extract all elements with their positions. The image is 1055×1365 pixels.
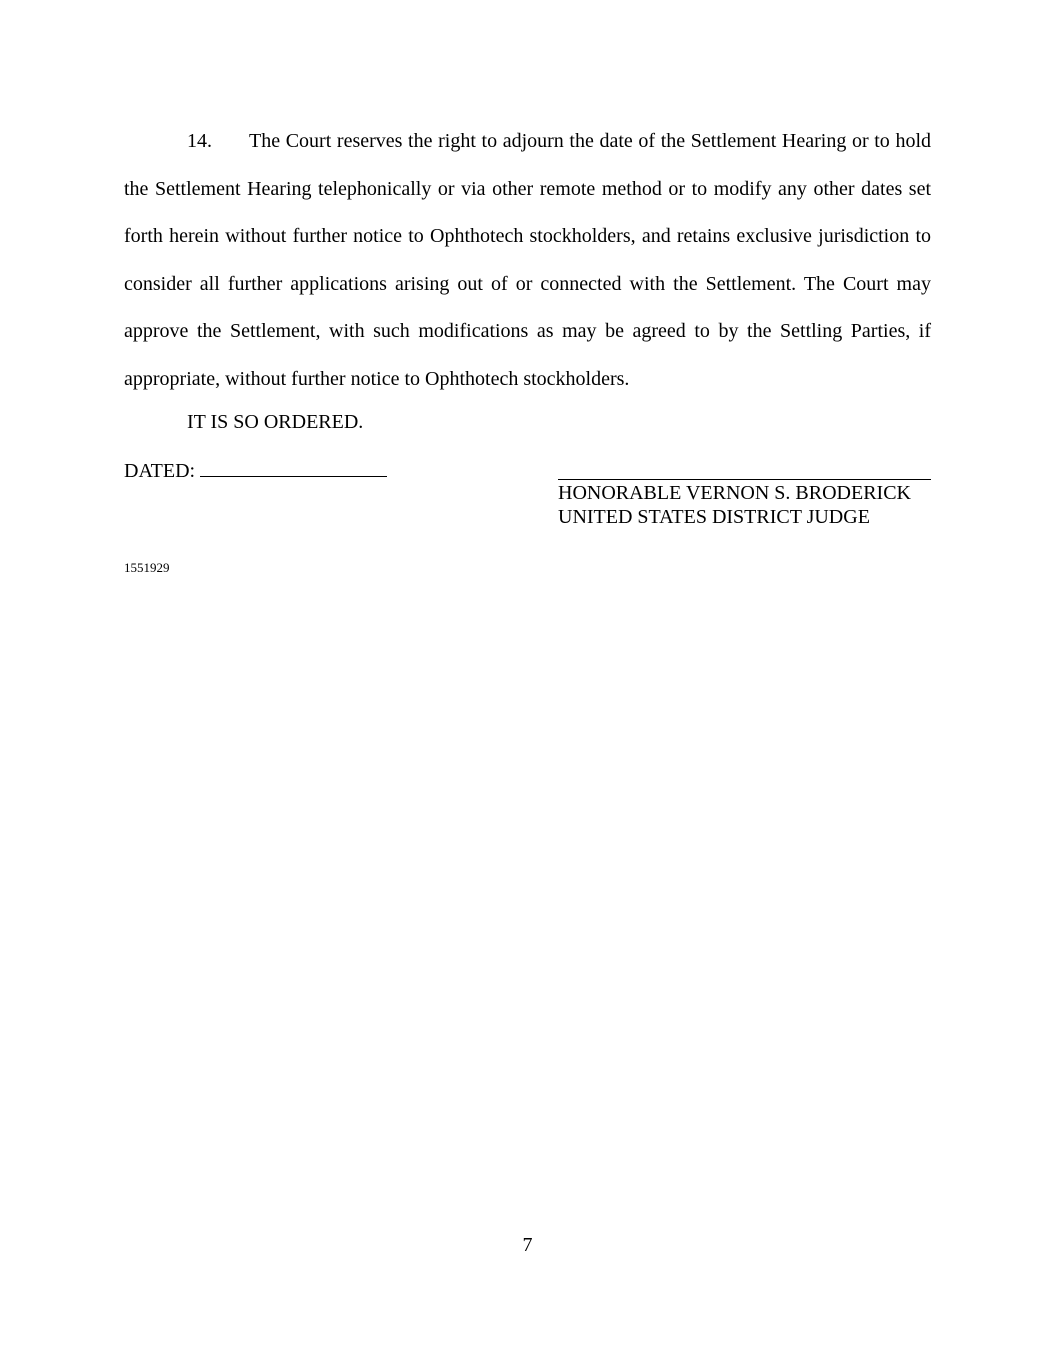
paragraph-number: 14. <box>187 130 212 152</box>
dated-label: DATED: <box>124 460 196 482</box>
page-number: 7 <box>522 1234 533 1256</box>
judge-title: UNITED STATES DISTRICT JUDGE <box>558 506 870 528</box>
paragraph-text: The Court reserves the right to adjourn the date of the Settlement Hearing or to hold the Settlement Hearing telephonically or via other remote method or to modify any other dates set forth herein without further notice to Ophthotech stockholders, and retains exclusive jurisdiction to consider all further applications arising out of or connected with the Settlement. The Court may approve the Settlement, with such modifications as may be agreed to by the Settling Parties, if appropriate, without further notice to Ophthotech stockholders. <box>124 130 931 390</box>
dated-blank-line <box>200 456 387 477</box>
order-statement: IT IS SO ORDERED. <box>187 411 364 433</box>
dated-field <box>124 456 387 485</box>
paragraph-14 <box>124 118 931 404</box>
judge-name: HONORABLE VERNON S. BRODERICK <box>558 482 911 504</box>
signature-line <box>558 479 931 480</box>
document-id: 1551929 <box>124 560 170 575</box>
